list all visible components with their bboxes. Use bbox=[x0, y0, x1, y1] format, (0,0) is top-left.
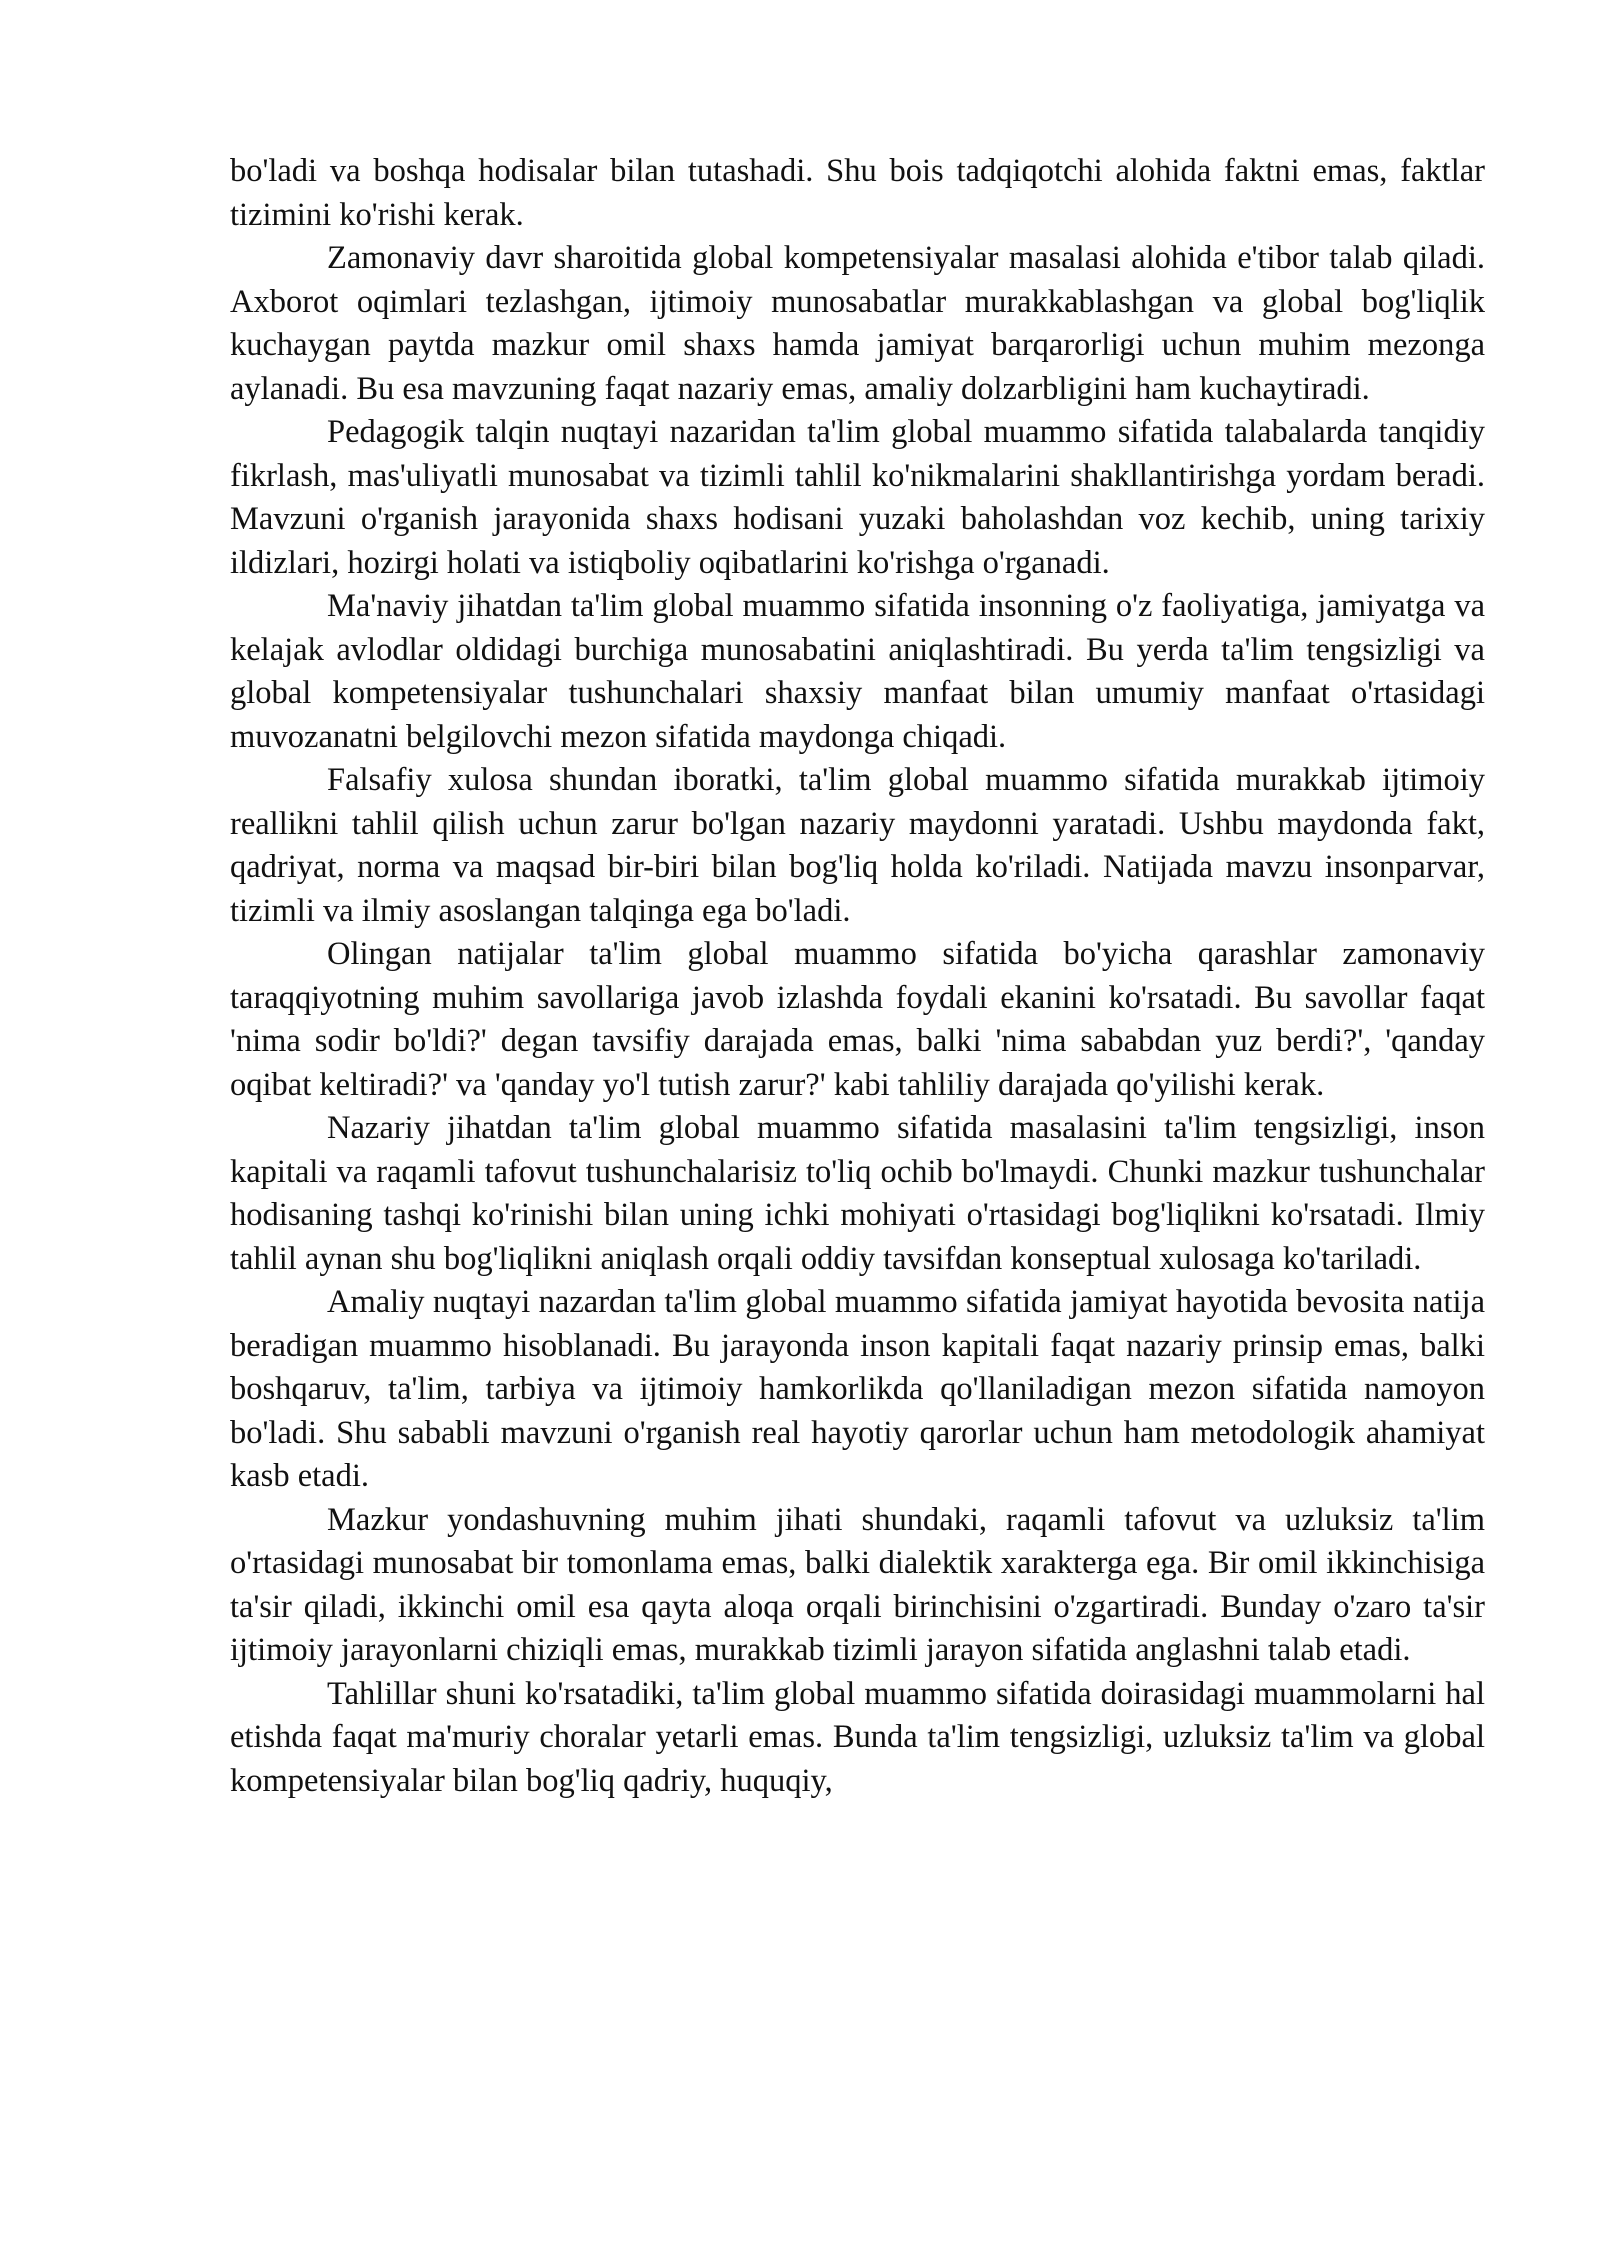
paragraph: Zamonaviy davr sharoitida global kompetensiyalar masalasi alohida e'tibor talab qiladi. Axborot oqimlari tezlashgan, ijtimoiy munosabatlar murakkablashgan va global bog'liqlik kuchaygan paytda mazkur omil shaxs hamda jamiyat barqarorligi uchun muhim mezonga aylanadi. Bu esa mavzuning faqat nazariy emas, amaliy dolzarbligini ham kuchaytiradi. bbox=[230, 240, 1485, 407]
paragraph: Falsafiy xulosa shundan iboratki, ta'lim global muammo sifatida murakkab ijtimoiy reallikni tahlil qilish uchun zarur bo'lgan nazariy maydonni yaratadi. Ushbu maydonda fakt, qadriyat, norma va maqsad bir-biri bilan bog'liq holda ko'riladi. Natijada mavzu insonparvar, tizimli va ilmiy asoslangan talqinga ega bo'ladi. bbox=[230, 762, 1485, 929]
paragraph: Amaliy nuqtayi nazardan ta'lim global muammo sifatida jamiyat hayotida bevosita natija beradigan muammo hisoblanadi. Bu jarayonda inson kapitali faqat nazariy prinsip emas, balki boshqaruv, ta'lim, tarbiya va ijtimoiy hamkorlikda qo'llaniladigan mezon sifatida namoyon bo'ladi. Shu sababli mavzuni o'rganish real hayotiy qarorlar uchun ham metodologik ahamiyat kasb etadi. bbox=[230, 1284, 1485, 1494]
paragraph: Nazariy jihatdan ta'lim global muammo sifatida masalasini ta'lim tengsizligi, inson kapitali va raqamli tafovut tushunchalarisiz to'liq ochib bo'lmaydi. Chunki mazkur tushunchalar hodisaning tashqi ko'rinishi bilan uning ichki mohiyati o'rtasidagi bog'liqlikni ko'rsatadi. Ilmiy tahlil aynan shu bog'liqlikni aniqlash orqali oddiy tavsifdan konseptual xulosaga ko'tariladi. bbox=[230, 1110, 1485, 1277]
document-page bbox=[230, 150, 1485, 1803]
paragraph-continued: bo'ladi va boshqa hodisalar bilan tutashadi. Shu bois tadqiqotchi alohida faktni emas, faktlar tizimini ko'rishi kerak. bbox=[230, 153, 1485, 233]
paragraph: Ma'naviy jihatdan ta'lim global muammo sifatida insonning o'z faoliyatiga, jamiyatga va kelajak avlodlar oldidagi burchiga munosabatini aniqlashtiradi. Bu yerda ta'lim tengsizligi va global kompetensiyalar tushunchalari shaxsiy manfaat bilan umumiy manfaat o'rtasidagi muvozanatni belgilovchi mezon sifatida maydonga chiqadi. bbox=[230, 588, 1485, 755]
paragraph: Mazkur yondashuvning muhim jihati shundaki, raqamli tafovut va uzluksiz ta'lim o'rtasidagi munosabat bir tomonlama emas, balki dialektik xarakterga ega. Bir omil ikkinchisiga ta'sir qiladi, ikkinchi omil esa qayta aloqa orqali birinchisini o'zgartiradi. Bunday o'zaro ta'sir ijtimoiy jarayonlarni chiziqli emas, murakkab tizimli jarayon sifatida anglashni talab etadi. bbox=[230, 1501, 1485, 1668]
paragraph: Tahlillar shuni ko'rsatadiki, ta'lim global muammo sifatida doirasidagi muammolarni hal etishda faqat ma'muriy choralar yetarli emas. Bunda ta'lim tengsizligi, uzluksiz ta'lim va global kompetensiyalar bilan bog'liq qadriy, huquqiy, bbox=[230, 1675, 1485, 1799]
paragraph: Pedagogik talqin nuqtayi nazaridan ta'lim global muammo sifatida talabalarda tanqidiy fikrlash, mas'uliyatli munosabat va tizimli tahlil ko'nikmalarini shakllantirishga yordam beradi. Mavzuni o'rganish jarayonida shaxs hodisani yuzaki baholashdan voz kechib, uning tarixiy ildizlari, hozirgi holati va istiqboliy oqibatlarini ko'rishga o'rganadi. bbox=[230, 414, 1485, 581]
paragraph: Olingan natijalar ta'lim global muammo sifatida bo'yicha qarashlar zamonaviy taraqqiyotning muhim savollariga javob izlashda foydali ekanini ko'rsatadi. Bu savollar faqat 'nima sodir bo'ldi?' degan tavsifiy darajada emas, balki 'nima sababdan yuz berdi?', 'qanday oqibat keltiradi?' va 'qanday yo'l tutish zarur?' kabi tahliliy darajada qo'yilishi kerak. bbox=[230, 936, 1485, 1103]
